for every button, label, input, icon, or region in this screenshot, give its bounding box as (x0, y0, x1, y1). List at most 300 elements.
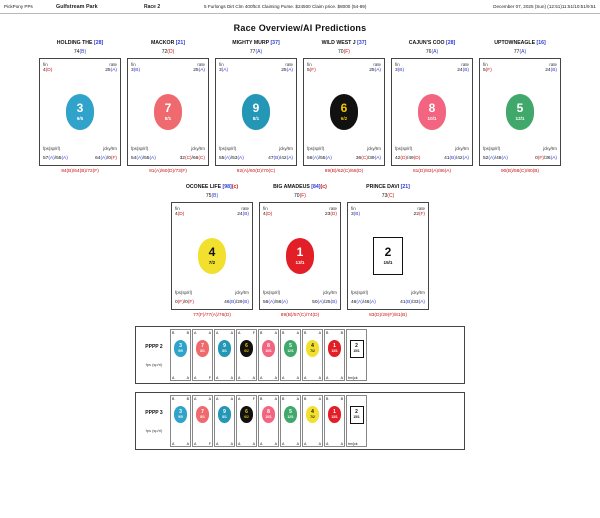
ppp-cell[interactable] (346, 329, 367, 381)
composite-figures: 91(A)/60(D)/73(F) (149, 169, 187, 174)
horse-name: UPTOWNEAGLE (494, 40, 536, 46)
ppp-cell-top-right: A (274, 396, 277, 401)
horse-name-and-post (259, 184, 341, 190)
rate-value: 22(F) (413, 212, 425, 217)
mini-odds: 8/1 (200, 414, 205, 419)
composite-figures: 81(D)/83(A)/86(A) (412, 169, 452, 174)
program-number: 4 (208, 245, 216, 260)
silk-area (40, 85, 120, 139)
horse-card[interactable] (39, 40, 121, 174)
ppp-cell-top-left: A (194, 330, 197, 335)
ppp-cell-top-right: A (296, 330, 299, 335)
program-number: 2 (384, 245, 392, 260)
program-number: 7 (164, 101, 172, 116)
ppp-cell-top-left: B (260, 330, 263, 335)
fin-value: 3(B) (351, 212, 361, 217)
top-figure (171, 193, 253, 199)
jcky-label: jcky/trn (279, 146, 293, 151)
race-number: Race 2 (144, 3, 161, 10)
ppp-cell-bottom-left: A (172, 441, 175, 446)
saddle-cloth-silk[interactable] (198, 238, 226, 274)
horse-post-flag: (c) (320, 184, 327, 190)
fin-value: 3(B) (131, 68, 141, 73)
horse-post: [84] (311, 184, 321, 190)
ppp-cell-bottom-right: A (230, 375, 233, 380)
fin-value: 5(F) (307, 68, 316, 73)
horse-name-and-post (479, 40, 561, 46)
top-figure (479, 49, 561, 55)
mini-silk[interactable] (284, 340, 297, 357)
mini-silk[interactable] (174, 406, 187, 423)
horse-post: [16] (536, 40, 546, 46)
ppp-cell-bottom-left: A (194, 441, 197, 446)
saddle-cloth-silk[interactable] (154, 94, 182, 130)
fps-label: fps(sp/rl) (43, 146, 61, 151)
horse-name-and-post (347, 184, 429, 190)
fps-value: 57(A)/55(A) (43, 156, 68, 161)
jcky-value: 46(B)/29(B) (224, 300, 249, 305)
horse-card[interactable] (215, 40, 297, 174)
horse-stat-box[interactable] (39, 58, 121, 166)
horse-name-and-post (171, 184, 253, 190)
fps-label: fps(sp/rl) (131, 146, 149, 151)
mini-odds: 9/5 (178, 348, 183, 353)
morning-line-odds: 13/1 (295, 260, 305, 266)
composite-figures: 83(D)/29(F)/81(B) (369, 313, 407, 318)
mini-program-number: 5 (289, 408, 292, 415)
mini-odds: 7/2 (310, 414, 315, 419)
fin-label: fin (351, 206, 356, 211)
composite-figures: 94(B)/64(B)/72(F) (61, 169, 99, 174)
top-figure-value: 73 (381, 193, 388, 199)
jcky-value: 32(C)/66(C) (179, 156, 205, 161)
ppp-cell-bottom-right: A (318, 441, 321, 446)
jcky-label: jcky/trn (455, 146, 469, 151)
fin-label: fin (483, 62, 488, 67)
ppp-cell-bottom-left: A (326, 375, 329, 380)
horse-card[interactable] (347, 184, 429, 318)
mini-silk[interactable] (350, 406, 364, 424)
rate-value: 23(D) (324, 212, 337, 217)
mini-odds: 13/1 (331, 414, 338, 419)
jcky-label: jcky/trn (323, 290, 337, 295)
ppp-cell-bottom-left: A (238, 375, 241, 380)
fin-value: 4(D) (263, 212, 273, 217)
ppp-cell-bottom-left: A (282, 375, 285, 380)
ppp-cell-bottom-right: F (208, 441, 211, 446)
horse-post: [21] (400, 184, 410, 190)
fps-label: fps(sp/rl) (263, 290, 281, 295)
horse-stat-box[interactable] (215, 58, 297, 166)
saddle-cloth-silk[interactable] (373, 237, 403, 275)
ppp-cell-bottom-left: A (238, 441, 241, 446)
rate-value: 25(A) (105, 68, 117, 73)
mini-program-number: 8 (267, 342, 270, 349)
rate-label: rate (417, 206, 425, 211)
top-figure-flag: (B) (211, 193, 219, 199)
ppp-cell-row (170, 395, 462, 447)
rate-label: rate (373, 62, 381, 67)
top-figure-flag: (A) (519, 49, 527, 55)
ppp-cell-bottom-right: A (274, 375, 277, 380)
ppp-panel-label (138, 329, 170, 381)
ppp-cell-top-left: B (326, 396, 329, 401)
mini-odds: 12/1 (287, 414, 294, 419)
fps-value: 52(A)/48(A) (483, 156, 508, 161)
ppp-cell-top-left: A (216, 330, 219, 335)
ppp-cell-bottom-right: A (230, 441, 233, 446)
ppp-cell[interactable] (302, 395, 323, 447)
fps-value: 54(A)/55(A) (131, 156, 156, 161)
horse-card-row-1 (0, 40, 600, 174)
mini-odds: 7/2 (310, 348, 315, 353)
ppp-cell-top-left: B (304, 330, 307, 335)
mini-program-number: 2 (355, 343, 358, 350)
mini-silk[interactable] (262, 340, 275, 357)
top-figure-value: 77 (249, 49, 256, 55)
ppp-cell[interactable] (214, 395, 235, 447)
horse-post: [37] (270, 40, 280, 46)
mini-silk[interactable] (240, 406, 253, 423)
horse-name: HOLDING THE (56, 40, 93, 46)
fin-label: fin (395, 62, 400, 67)
horse-stat-box[interactable] (303, 58, 385, 166)
horse-card[interactable] (479, 40, 561, 174)
ppp-cell[interactable] (214, 329, 235, 381)
program-number: 5 (516, 101, 524, 116)
jcky-value: 47(B)/42(A) (268, 156, 293, 161)
silk-area (304, 85, 384, 139)
horse-card[interactable] (303, 40, 385, 174)
ppp-cell-bottom-left: A (260, 441, 263, 446)
top-figure (39, 49, 121, 55)
morning-line-odds: 6/2 (340, 116, 348, 122)
morning-line-odds: 8/1 (252, 116, 260, 122)
ppp-cell-top-left: B (282, 330, 285, 335)
ppp-cell-top-right: A (274, 330, 277, 335)
ppp-cell-bottom-left: A (326, 441, 329, 446)
mini-program-number: 4 (311, 342, 314, 349)
silk-area (172, 229, 252, 283)
silk-area (392, 85, 472, 139)
race-datetime: December 07, 2025 (Sun) (12:51)11:51/10:51/9:51 (493, 4, 596, 9)
race-conditions: 5 Furlongs Dirt Clm 400ftcS Claiming Purse. $24500 Claim price. $8000 (54-89) (204, 4, 367, 9)
fin-label: fin (43, 62, 48, 67)
fps-label: fps(sp/rl) (483, 146, 501, 151)
ppp-cell[interactable] (302, 329, 323, 381)
ppp-panel[interactable] (135, 326, 465, 384)
mini-program-number: 6 (245, 342, 248, 349)
horse-name-and-post (303, 40, 385, 46)
horse-stat-box[interactable] (127, 58, 209, 166)
ppp-panels (0, 326, 600, 450)
rate-label: rate (549, 62, 557, 67)
mini-silk[interactable] (284, 406, 297, 423)
silk-area (480, 85, 560, 139)
ppp-cell[interactable] (324, 395, 345, 447)
saddle-cloth-silk[interactable] (66, 94, 94, 130)
ppp-cell-top-right: B (340, 396, 343, 401)
top-figure-value: 70 (338, 49, 344, 55)
mini-odds: 9/5 (178, 414, 183, 419)
morning-line-odds: 7/2 (208, 260, 216, 266)
horse-name: MACKOR (150, 40, 175, 46)
rate-value: 25(A) (369, 68, 381, 73)
top-figure-flag: (D) (167, 49, 175, 55)
top-figure (127, 49, 209, 55)
mini-silk[interactable] (306, 340, 319, 357)
fps-value: 46(A)/46(A) (351, 300, 376, 305)
ppp-cell-top-left: B (172, 396, 175, 401)
ppp-cell[interactable] (280, 329, 301, 381)
ppp-cell[interactable] (192, 329, 213, 381)
fps-label: fps(sp/rl) (395, 146, 413, 151)
jcky-label: jcky/trn (191, 146, 205, 151)
rate-label: rate (109, 62, 117, 67)
mini-silk[interactable] (218, 340, 231, 357)
silk-area (216, 85, 296, 139)
horse-stat-box[interactable] (259, 202, 341, 310)
ppp-cell-top-right: A (208, 330, 211, 335)
ppp-cell[interactable] (170, 329, 191, 381)
horse-post: [28] (93, 40, 104, 46)
ppp-cell-bottom-left: A (304, 441, 307, 446)
composite-figures: 92(A)/60(D)/70(C) (236, 169, 276, 174)
mini-program-number: 1 (333, 408, 336, 415)
saddle-cloth-silk[interactable] (242, 94, 270, 130)
jcky-value: 41(B)/33(A) (400, 300, 425, 305)
top-figure (259, 193, 341, 199)
ppp-cell[interactable] (258, 329, 279, 381)
top-figure-value: 77 (513, 49, 520, 55)
mini-silk[interactable] (196, 406, 209, 423)
morning-line-odds: 9/5 (76, 116, 84, 122)
horse-stat-box[interactable] (479, 58, 561, 166)
ppp-cell-bottom-right: A (186, 375, 189, 380)
ppp-cell-bottom-left: A (216, 441, 219, 446)
fin-value: 3(B) (395, 68, 405, 73)
ppp-cell[interactable] (324, 329, 345, 381)
horse-name-and-post (215, 40, 297, 46)
horse-post: [28] (446, 40, 456, 46)
mini-program-number: 8 (267, 408, 270, 415)
ppp-cell-top-left: A (216, 396, 219, 401)
track-name: Gulfstream Park (56, 3, 98, 10)
ppp-cell[interactable] (192, 395, 213, 447)
morning-line-odds: 10/1 (427, 116, 437, 122)
rate-value: 25(A) (281, 68, 293, 73)
mini-odds: 8/1 (222, 348, 227, 353)
mini-odds: 8/1 (222, 414, 227, 419)
ppp-cell-row (170, 329, 462, 381)
ppp-cell-bottom-right: A (296, 441, 299, 446)
ppp-cell-bottom-right: A (252, 375, 255, 380)
mini-silk[interactable] (240, 340, 253, 357)
mini-odds: 10/1 (265, 348, 272, 353)
ppp-cell-top-right: F (252, 396, 255, 401)
ppp-cell-top-right: A (318, 396, 321, 401)
ppp-cell-bottom-left: A (172, 375, 175, 380)
horse-name: MIGHTY MURP (232, 40, 269, 46)
mini-odds: 6/2 (244, 348, 249, 353)
fps-value: 42(D)/49(D) (395, 156, 421, 161)
ppp-cell[interactable] (258, 395, 279, 447)
jcky-label: jcky/trn (235, 290, 249, 295)
mini-program-number: 9 (223, 342, 226, 349)
saddle-cloth-silk[interactable] (506, 94, 534, 130)
ppp-cell-top-left: B (326, 330, 329, 335)
ppp-cell-top-right: B (186, 330, 189, 335)
fps-value: 0(F)/0(F) (175, 300, 194, 305)
ppp-cell-top-left: B (172, 330, 175, 335)
ppp-cell[interactable] (170, 395, 191, 447)
horse-name: BIG AMADEUS (273, 184, 310, 190)
ppp-cell[interactable] (236, 329, 257, 381)
mini-program-number: 6 (245, 408, 248, 415)
horse-name: CAJUN'S COO (408, 40, 445, 46)
horse-name-and-post (391, 40, 473, 46)
ppp-cell[interactable] (280, 395, 301, 447)
horse-card[interactable] (127, 40, 209, 174)
mini-odds: 8/1 (200, 348, 205, 353)
fin-label: fin (219, 62, 224, 67)
mini-silk[interactable] (262, 406, 275, 423)
top-figure-value: 74 (73, 49, 80, 55)
mini-silk[interactable] (174, 340, 187, 357)
rate-label: rate (461, 62, 469, 67)
ppp-cell-top-left: A (194, 396, 197, 401)
horse-card[interactable] (391, 40, 473, 174)
mini-program-number: 3 (179, 342, 182, 349)
horse-post: [37] (357, 40, 367, 46)
top-figure-flag: (B) (79, 49, 87, 55)
saddle-cloth-silk[interactable] (418, 94, 446, 130)
ppp-cell-bottom-left: trn/jck (348, 375, 358, 380)
mini-program-number: 4 (311, 408, 314, 415)
jcky-value: 64(A)/0(F) (95, 156, 117, 161)
ppp-cell-top-right: B (340, 330, 343, 335)
horse-post: [98] (222, 184, 232, 190)
ppp-cell-top-left: B (260, 396, 263, 401)
jcky-label: jcky/trn (543, 146, 557, 151)
horse-card-row-2 (0, 184, 600, 318)
mini-silk[interactable] (306, 406, 319, 423)
fps-label: fps(sp/rl) (307, 146, 325, 151)
fin-label: fin (175, 206, 180, 211)
mini-odds: 15/1 (353, 349, 360, 354)
ppp-cell-top-left: B (304, 396, 307, 401)
fin-label: fin (307, 62, 312, 67)
horse-name: PRINCE DAVI (366, 184, 400, 190)
horse-name-and-post (39, 40, 121, 46)
mini-silk[interactable] (196, 340, 209, 357)
app-name: PickPony PPs (4, 4, 33, 9)
ppp-cell[interactable] (236, 395, 257, 447)
composite-figures: 89(B)/62(C)/68(D) (324, 169, 364, 174)
ppp-cell-bottom-left: A (282, 441, 285, 446)
mini-silk[interactable] (328, 406, 341, 423)
ppp-panel[interactable] (135, 392, 465, 450)
mini-silk[interactable] (350, 340, 364, 358)
ppp-cell-bottom-left: A (194, 375, 197, 380)
ppp-cell-bottom-right: A (340, 375, 343, 380)
ppp-cell-top-right: A (230, 396, 233, 401)
rate-label: rate (329, 206, 337, 211)
fin-value: 4(D) (43, 68, 53, 73)
ppp-cell-bottom-right: A (340, 441, 343, 446)
top-figure-flag: (A) (255, 49, 263, 55)
mini-silk[interactable] (218, 406, 231, 423)
top-figure (347, 193, 429, 199)
rate-value: 24(B) (545, 68, 557, 73)
ppp-cell-bottom-right: A (186, 441, 189, 446)
top-figure-flag: (F) (299, 193, 306, 199)
jcky-value: 36(C)/39(A) (355, 156, 381, 161)
fps-value: 55(A)/53(A) (219, 156, 244, 161)
rate-value: 24(B) (237, 212, 249, 217)
jcky-value: 0(F)/36(A) (535, 156, 557, 161)
rate-value: 25(A) (193, 68, 205, 73)
top-figure-flag: (C) (387, 193, 395, 199)
fin-value: 3(A) (219, 68, 229, 73)
ppp-label-text: PPPP 3 (145, 409, 163, 416)
top-figure (391, 49, 473, 55)
top-figure-flag: (A) (431, 49, 439, 55)
top-figure-value: 70 (294, 193, 300, 199)
ppp-cell-bottom-right: A (318, 375, 321, 380)
silk-area (260, 229, 340, 283)
ppp-cell-top-right: A (230, 330, 233, 335)
mini-program-number: 7 (201, 408, 204, 415)
mini-odds: 12/1 (287, 348, 294, 353)
top-figure (303, 49, 385, 55)
ppp-label-text: PPPP 2 (145, 343, 163, 350)
ppp-cell-bottom-right: A (274, 441, 277, 446)
top-figure-value: 76 (425, 49, 432, 55)
fps-label: fps(sp/rl) (351, 290, 369, 295)
ppp-sub-label: fps (sp/rl) (145, 361, 163, 367)
saddle-cloth-silk[interactable] (330, 94, 358, 130)
mini-program-number: 3 (179, 408, 182, 415)
rate-label: rate (197, 62, 205, 67)
horse-card[interactable] (259, 184, 341, 318)
fin-label: fin (263, 206, 268, 211)
mini-silk[interactable] (328, 340, 341, 357)
mini-odds: 10/1 (265, 414, 272, 419)
horse-stat-box[interactable] (171, 202, 253, 310)
horse-post: [21] (175, 40, 186, 46)
jcky-value: 41(B)/42(A) (444, 156, 469, 161)
ppp-cell-top-left: B (282, 396, 285, 401)
mini-odds: 13/1 (331, 348, 338, 353)
horse-stat-box[interactable] (347, 202, 429, 310)
mini-program-number: 1 (333, 342, 336, 349)
morning-line-odds: 8/1 (164, 116, 172, 122)
ppp-cell[interactable] (346, 395, 367, 447)
horse-name: OCONEE LIFE (185, 184, 222, 190)
mini-odds: 6/2 (244, 414, 249, 419)
mini-odds: 15/1 (353, 415, 360, 420)
silk-area (348, 229, 428, 283)
rate-label: rate (241, 206, 249, 211)
program-number: 6 (340, 101, 348, 116)
fps-value: 56(A)/55(A) (307, 156, 332, 161)
horse-card[interactable] (171, 184, 253, 318)
fps-value: 56(A)/56(A) (263, 300, 288, 305)
saddle-cloth-silk[interactable] (286, 238, 314, 274)
ppp-cell-bottom-right: A (296, 375, 299, 380)
horse-stat-box[interactable] (391, 58, 473, 166)
